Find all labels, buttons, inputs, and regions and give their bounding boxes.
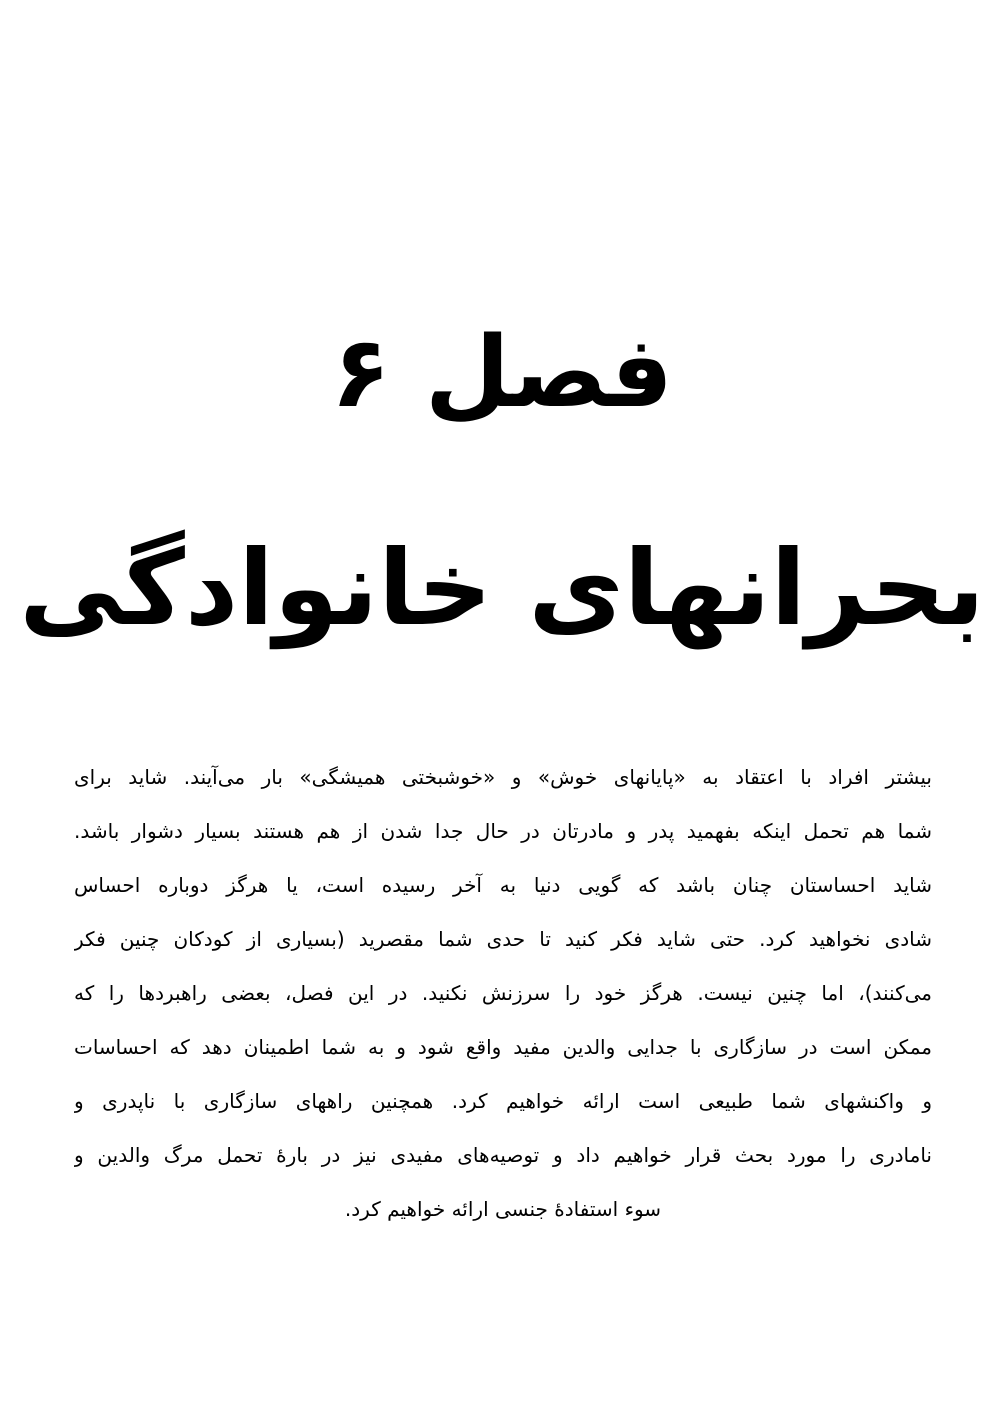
paragraph-line-8: نامادری را مورد بحث قرار خواهیم داد و توصیه‌های مفیدی نیز در بارهٔ تحمل مرگ والدین و — [74, 1143, 932, 1167]
paragraph-line-1: بیشتر افراد با اعتقاد به «پایانهای خوش» و «خوشبختی همیشگی» بار می‌آیند. شاید برای — [74, 765, 932, 789]
chapter-number-heading: فصل ۶ — [330, 316, 674, 430]
intro-paragraph — [74, 750, 932, 1236]
paragraph-line-5: می‌کنند)، اما چنین نیست. هرگز خود را سرزنش نکنید. در این فصل، بعضی راهبردها را که — [74, 981, 932, 1005]
paragraph-line-3: شاید احساستان چنان باشد که گویی دنیا به آخر رسیده است، یا هرگز دوباره احساس — [74, 873, 932, 897]
paragraph-line-9: سوء استفادهٔ جنسی ارائه خواهیم کرد. — [344, 1197, 662, 1221]
paragraph-line-7: و واکنشهای شما طبیعی است ارائه خواهیم کرد. همچنین راههای سازگاری با ناپدری و — [74, 1089, 932, 1113]
paragraph-line-2: شما هم تحمل اینکه بفهمید پدر و مادرتان در حال جدا شدن از هم هستند بسیار دشوار باشد. — [74, 819, 932, 843]
chapter-title-heading: بحرانهای خانوادگی — [19, 527, 985, 649]
paragraph-line-6: ممکن است در سازگاری با جدایی والدین مفید واقع شود و به شما اطمینان دهد که احساسات — [74, 1035, 932, 1059]
paragraph-line-4: شادی نخواهید کرد. حتی شاید فکر کنید تا حدی شما مقصرید (بسیاری از کودکان چنین فکر — [74, 927, 932, 951]
